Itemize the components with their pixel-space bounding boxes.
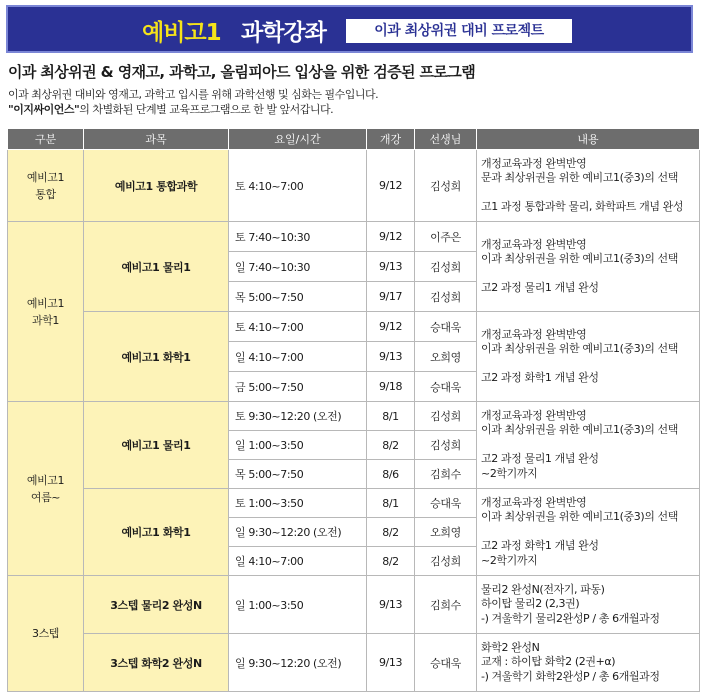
header-start-date: 개강 [367, 129, 415, 150]
teacher-name: 오희영 [415, 518, 477, 547]
teacher-name: 김성희 [415, 402, 477, 431]
content-line: 하이탑 물리2 (2,3권) [481, 597, 580, 611]
description-line-2 [8, 101, 333, 117]
content-line: ~2학기까지 [481, 466, 538, 480]
content-line [481, 525, 696, 540]
course-content [477, 312, 700, 402]
start-date: 9/12 [367, 222, 415, 252]
category-label-line: 예비고1 [26, 296, 65, 310]
banner-tag: 이과 최상위권 대비 프로젝트 [346, 19, 572, 43]
content-line [481, 357, 696, 372]
start-date: 9/12 [367, 150, 415, 222]
teacher-name: 승대욱 [415, 312, 477, 342]
category-cell [8, 402, 84, 576]
start-date: 9/17 [367, 282, 415, 312]
day-time: 토 4:10~7:00 [229, 150, 367, 222]
course-name: 예비고1 물리1 [84, 402, 229, 489]
content-line: 고1 과정 통합과학 물리, 화학파트 개념 완성 [481, 200, 684, 213]
content-line: 개정교육과정 완벽반영 [481, 156, 587, 170]
header-day-time: 요일/시간 [229, 129, 367, 150]
teacher-name: 승대욱 [415, 489, 477, 518]
header-content: 내용 [477, 129, 700, 150]
content-line: 고2 과정 물리1 개념 완성 [481, 452, 599, 466]
teacher-name: 김성희 [415, 547, 477, 576]
day-time: 일 9:30~12:20 (오전) [229, 634, 367, 692]
content-line: 이과 최상위권을 위한 예비고1(중3)의 선택 [481, 342, 678, 355]
teacher-name: 오희영 [415, 342, 477, 372]
teacher-name: 김성희 [415, 431, 477, 460]
category-cell [8, 222, 84, 402]
day-time: 일 1:00~3:50 [229, 576, 367, 634]
day-time: 일 4:10~7:00 [229, 342, 367, 372]
course-name: 예비고1 물리1 [84, 222, 229, 312]
day-time: 일 9:30~12:20 (오전) [229, 518, 367, 547]
teacher-name: 김성희 [415, 150, 477, 222]
content-line: 이과 최상위권을 위한 예비고1(중3)의 선택 [481, 423, 678, 437]
content-line: 고2 과정 화학1 개념 완성 [481, 539, 599, 553]
category-cell [8, 150, 84, 222]
course-schedule-table [7, 128, 700, 692]
content-line: 화학2 완성N [481, 640, 540, 654]
course-name: 3스텝 물리2 완성N [84, 576, 229, 634]
table-body [8, 150, 700, 692]
content-line: 고2 과정 물리1 개념 완성 [481, 281, 599, 294]
course-content [477, 576, 700, 634]
content-line: 개정교육과정 완벽반영 [481, 327, 587, 341]
header-teacher: 선생님 [415, 129, 477, 150]
start-date: 8/1 [367, 489, 415, 518]
teacher-name: 이주은 [415, 222, 477, 252]
start-date: 9/18 [367, 372, 415, 402]
course-content [477, 489, 700, 576]
table-row [8, 222, 700, 252]
table-row [8, 576, 700, 634]
start-date: 8/1 [367, 402, 415, 431]
start-date: 8/6 [367, 460, 415, 489]
content-line: ~2학기까지 [481, 553, 538, 567]
course-content [477, 150, 700, 222]
start-date: 9/13 [367, 252, 415, 282]
category-cell [8, 576, 84, 692]
teacher-name: 김성희 [415, 282, 477, 312]
content-line: 개정교육과정 완벽반영 [481, 495, 587, 509]
content-line [481, 267, 696, 282]
category-label-line: 예비고1 [26, 170, 65, 184]
start-date: 8/2 [367, 431, 415, 460]
table-row [8, 634, 700, 692]
teacher-name: 김희수 [415, 460, 477, 489]
content-line: 개정교육과정 완벽반영 [481, 408, 587, 422]
day-time: 일 1:00~3:50 [229, 431, 367, 460]
start-date: 9/13 [367, 342, 415, 372]
content-line [481, 186, 696, 201]
description-line-2-rest: 의 차별화된 단계별 교육프로그램으로 한 발 앞서갑니다. [79, 103, 334, 116]
course-content [477, 634, 700, 692]
table-row [8, 489, 700, 518]
content-line [481, 438, 696, 453]
header-subject: 과목 [84, 129, 229, 150]
course-name: 예비고1 화학1 [84, 312, 229, 402]
table-row [8, 312, 700, 342]
headline: 이과 최상위권 & 영재고, 과학고, 올림피아드 입상을 위한 검증된 프로그램 [8, 63, 476, 81]
category-label-line: 여름~ [30, 490, 61, 504]
content-line: 문과 최상위권을 위한 예비고1(중3)의 선택 [481, 171, 678, 184]
description-line-1: 이과 최상위권 대비와 영재고, 과학고 입시를 위해 과학선행 및 심화는 필수입니다. [8, 88, 379, 101]
banner-title-highlight: 예비고1 [142, 20, 221, 46]
content-line: 개정교육과정 완벽반영 [481, 237, 587, 251]
course-content [477, 402, 700, 489]
content-line: 고2 과정 화학1 개념 완성 [481, 371, 599, 384]
brand-name: "이지싸이언스" [8, 103, 80, 116]
day-time: 토 7:40~10:30 [229, 222, 367, 252]
teacher-name: 승대욱 [415, 372, 477, 402]
banner-title: 과학강좌 [241, 20, 326, 46]
title-banner [6, 5, 693, 53]
teacher-name: 김성희 [415, 252, 477, 282]
day-time: 토 9:30~12:20 (오전) [229, 402, 367, 431]
day-time: 금 5:00~7:50 [229, 372, 367, 402]
table-row [8, 150, 700, 222]
start-date: 8/2 [367, 547, 415, 576]
day-time: 토 4:10~7:00 [229, 312, 367, 342]
teacher-name: 김희수 [415, 576, 477, 634]
course-name: 예비고1 화학1 [84, 489, 229, 576]
content-line: -) 겨울학기 화학2완성P / 총 6개월과정 [481, 669, 660, 683]
category-label-line: 3스텝 [31, 627, 60, 640]
category-label-line: 예비고1 [26, 473, 65, 487]
day-time: 목 5:00~7:50 [229, 460, 367, 489]
course-name: 예비고1 통합과학 [84, 150, 229, 222]
start-date: 9/13 [367, 634, 415, 692]
day-time: 목 5:00~7:50 [229, 282, 367, 312]
course-name: 3스텝 화학2 완성N [84, 634, 229, 692]
content-line: 이과 최상위권을 위한 예비고1(중3)의 선택 [481, 252, 678, 265]
table-header-row [8, 129, 700, 150]
start-date: 8/2 [367, 518, 415, 547]
day-time: 일 4:10~7:00 [229, 547, 367, 576]
content-line: 교재 : 하이탑 화학2 (2권+α) [481, 655, 616, 669]
category-label-line: 과학1 [31, 313, 60, 327]
content-line: 물리2 완성N(전자기, 파동) [481, 582, 605, 596]
table-row [8, 402, 700, 431]
category-label-line: 통합 [35, 187, 56, 201]
content-line: 이과 최상위권을 위한 예비고1(중3)의 선택 [481, 510, 678, 524]
content-line: -) 겨울학기 물리2완성P / 총 6개월과정 [481, 611, 660, 625]
start-date: 9/12 [367, 312, 415, 342]
start-date: 9/13 [367, 576, 415, 634]
day-time: 일 7:40~10:30 [229, 252, 367, 282]
header-category: 구분 [8, 129, 84, 150]
day-time: 토 1:00~3:50 [229, 489, 367, 518]
course-content [477, 222, 700, 312]
teacher-name: 승대욱 [415, 634, 477, 692]
